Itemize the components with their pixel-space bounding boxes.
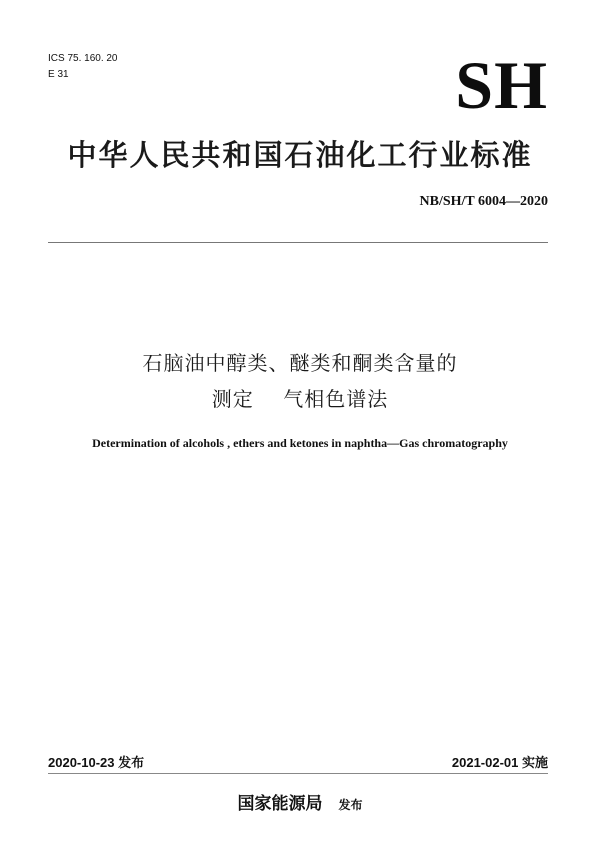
issue-date: 2020-10-23 发布 (48, 755, 145, 770)
title-cn-line2: 测定 气相色谱法 (211, 387, 389, 411)
standard-number: NB/SH/T 6004—2020 (419, 194, 548, 209)
title-en: Determination of alcohols , ethers and ketones in naphtha—Gas chromatography (92, 436, 508, 450)
classification-codes (48, 52, 118, 84)
footer-divider (48, 773, 548, 774)
implementation-date: 2021-02-01 实施 (451, 755, 548, 770)
publisher (0, 789, 600, 814)
header-divider (48, 242, 548, 243)
ics-code: ICS 75. 160. 20 (48, 53, 118, 64)
title-cn-line1: 石脑油中醇类、醚类和酮类含量的 (142, 351, 458, 375)
publisher-suffix: 发布 (338, 798, 363, 812)
publisher-name: 国家能源局 (237, 794, 323, 814)
ccs-code: E 31 (48, 69, 69, 80)
organization-title: 中华人民共和国石油化工行业标准 (67, 138, 533, 172)
sh-logo: SH (455, 47, 548, 123)
